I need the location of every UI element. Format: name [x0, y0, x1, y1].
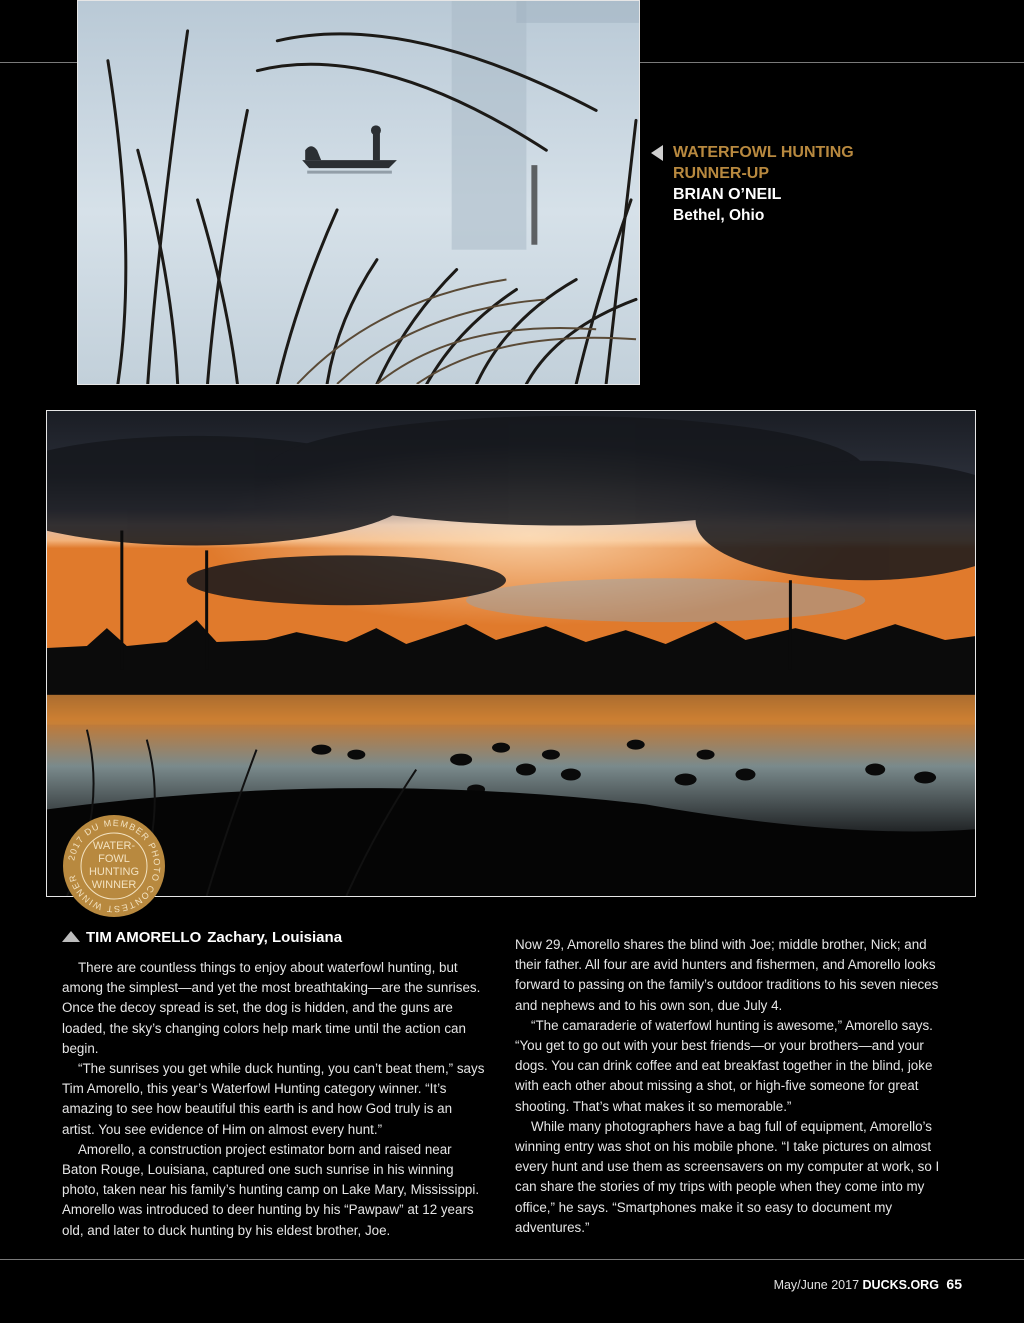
- article-column-2: [515, 935, 943, 1238]
- winner-photo: [46, 410, 976, 897]
- article-paragraph: Now 29, Amorello shares the blind with Joe; middle brother, Nick; and their father. All four are avid hunters and fishermen, and Amorello looks forward to passing on the family’s outdoor traditions to his seven nieces and nephews and to his own son, due July 4.: [515, 937, 939, 1013]
- caption-category-line2: RUNNER-UP: [673, 165, 769, 182]
- top-rule-right: [640, 62, 1024, 63]
- footer-site: DUCKS.ORG: [862, 1278, 939, 1292]
- caption-photographer-name: BRIAN O’NEIL: [673, 186, 782, 203]
- left-arrow-icon: [651, 145, 663, 161]
- runner-up-photo: [77, 0, 640, 385]
- winner-byline: [62, 929, 342, 946]
- footer-issue: May/June 2017: [773, 1278, 860, 1292]
- page-number: 65: [946, 1276, 962, 1292]
- article-paragraph: “The sunrises you get while duck hunting, you can’t beat them,” says Tim Amorello, this year’s Waterfowl Hunting category winner. “It’s amazing to see how beautiful this earth is and how God truly is an artist. You see evidence of Him on almost every hunt.”: [62, 1061, 485, 1137]
- caption-photographer-location: Bethel, Ohio: [673, 207, 765, 224]
- article-paragraph: While many photographers have a bag full of equipment, Amorello’s winning entry was shot on his mobile phone. “I take pictures on almost every hunt and use them as screensavers on my computer at work, so I can share the stories of my trips with people when they come into my office,” he says. “Smartphones make it so easy to document my adventures.”: [515, 1118, 940, 1235]
- badge-line3: HUNTING: [88, 866, 140, 878]
- caption-category-line1: WATERFOWL HUNTING: [673, 144, 854, 161]
- runner-up-caption: [655, 142, 915, 226]
- badge-line4: WINNER: [91, 879, 137, 891]
- winner-name: TIM AMORELLO: [86, 929, 202, 946]
- article-paragraph: There are countless things to enjoy about waterfowl hunting, but among the simplest—and yet the most breathtaking—are the sunrises. Once the decoy spread is set, the dog is hidden, and the guns are loaded, the sky’s changing colors help mark time until the action can begin.: [62, 960, 481, 1056]
- page-footer: [774, 1276, 962, 1292]
- winner-location: Zachary, Louisiana: [207, 929, 343, 946]
- top-rule-left: [0, 62, 78, 63]
- up-arrow-icon: [62, 931, 80, 942]
- badge-ring-text: 2017 DU MEMBER PHOTO CONTEST WINNER: [66, 817, 163, 915]
- badge-line1: WATER-: [92, 840, 136, 852]
- article-paragraph: Amorello, a construction project estimator born and raised near Baton Rouge, Louisiana, captured one such sunrise in his winning photo, taken near his family’s hunting camp on Lake Mary, Mississippi. Amorello was introduced to deer hunting by his “Pawpaw” at 12 years old, and later to duck hunting by his eldest brother, Joe.: [62, 1141, 480, 1238]
- badge-line2: FOWL: [98, 853, 130, 865]
- contest-winner-badge: [62, 814, 166, 918]
- article-paragraph: “The camaraderie of waterfowl hunting is awesome,” Amorello says. “You get to go out with your best friends—or your brothers—and your dogs. You can drink coffee and eat breakfast together in the blind, joke with each other about missing a shot, or high-five someone for great shooting. That’s what makes it so memorable.”: [515, 1017, 933, 1114]
- article-column-1: [62, 958, 488, 1241]
- bottom-rule: [0, 1259, 1024, 1260]
